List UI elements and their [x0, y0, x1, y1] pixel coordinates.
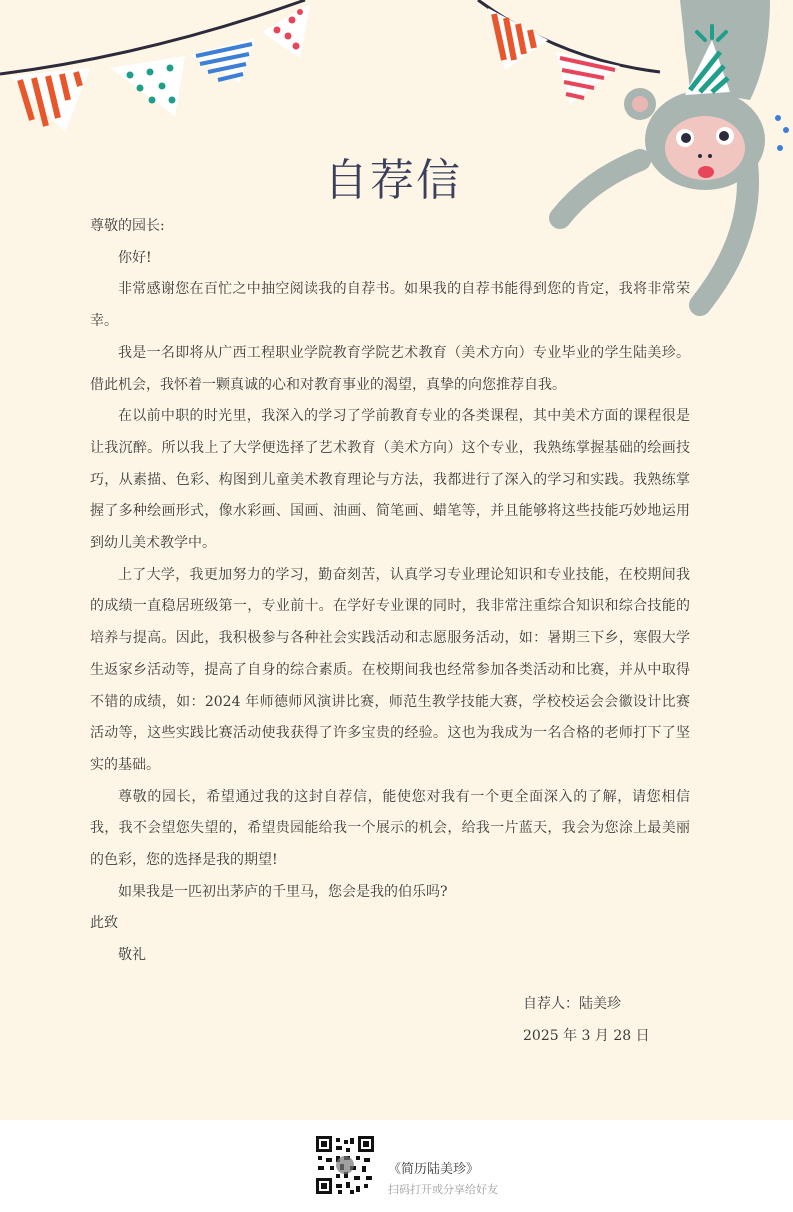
closing-line-1: 此致 [90, 915, 118, 932]
signature-block [523, 989, 650, 1052]
letter-body [90, 211, 690, 972]
letter-date: 2025 年 3 月 28 日 [523, 1027, 650, 1044]
closing-line-2: 敬礼 [118, 947, 146, 964]
paragraph-6: 如果我是一匹初出茅庐的千里马，您会是我的伯乐吗? [118, 883, 448, 900]
share-footer [0, 1120, 793, 1212]
paragraph-4: 上了大学，我更加努力的学习，勤奋刻苦，认真学习专业理论知识和专业技能，在校期间我的成绩一直稳居班级第一，专业前十。在学好专业课的同时，我非常注重综合知识和综合技能的培养与提高。因此，我积极参与各种社会实践活动和志愿服务活动，如：暑期三下乡，寒假大学生返家乡活动等，提高了自身的综合素质。在校期间我也经常参加各类活动和比赛，并从中取得不错的成绩，如：2024 年师德师风演讲比赛，师范生教学技能大赛，学校校运会会徽设计比赛活动等，这些实践比赛活动使我获得了许多宝贵的经验。这也为我成为一名合格的老师打下了坚实的基础。 [90, 566, 690, 773]
paragraph-3: 在以前中职的时光里，我深入的学习了学前教育专业的各类课程，其中美术方面的课程很是让我沉醉。所以我上了大学便选择了艺术教育（美术方向）这个专业，我熟练掌握基础的绘画技巧，从素描、色彩、构图到儿童美术教育理论与方法，我都进行了深入的学习和实践。我熟练掌握了多种绘画形式，像水彩画、国画、油画、简笔画、蜡笔等，并且能够将这些技能巧妙地运用到幼儿美术教学中。 [90, 408, 690, 552]
salutation: 尊敬的园长: [90, 218, 165, 234]
qr-code[interactable] [316, 1136, 374, 1194]
bunting-flag-red [556, 52, 620, 104]
paragraph-5: 尊敬的园长，希望通过我的这封自荐信，能使您对我有一个更全面深入的了解，请您相信我，我不会望您失望的，希望贵园能给我一个展示的机会，给我一片蓝天，我会为您涂上最美丽的色彩，您的选择是我的期望! [90, 788, 690, 869]
footer-subtitle: 扫码打开或分享给好友 [388, 1183, 498, 1196]
greeting: 你好! [118, 249, 152, 266]
bunting-flag-blue [190, 38, 255, 82]
bunting-flag-teal [110, 56, 185, 116]
bunting-flag-orange [10, 68, 90, 132]
paragraph-1: 非常感谢您在百忙之中抽空阅读我的自荐书。如果我的自荐书能得到您的肯定，我将非常荣幸。 [90, 281, 690, 330]
page-title: 自荐信 [324, 155, 462, 206]
footer-title: 《简历陆美珍》 [388, 1162, 480, 1177]
bunting-flag-orange-right [488, 8, 548, 70]
paragraph-2: 我是一名即将从广西工程职业学院教育学院艺术教育（美术方向）专业毕业的学生陆美珍。借此机会，我怀着一颗真诚的心和对教育事业的渴望，真挚的向您推荐自我。 [90, 344, 690, 393]
signer-name: 自荐人：陆美珍 [523, 996, 621, 1012]
